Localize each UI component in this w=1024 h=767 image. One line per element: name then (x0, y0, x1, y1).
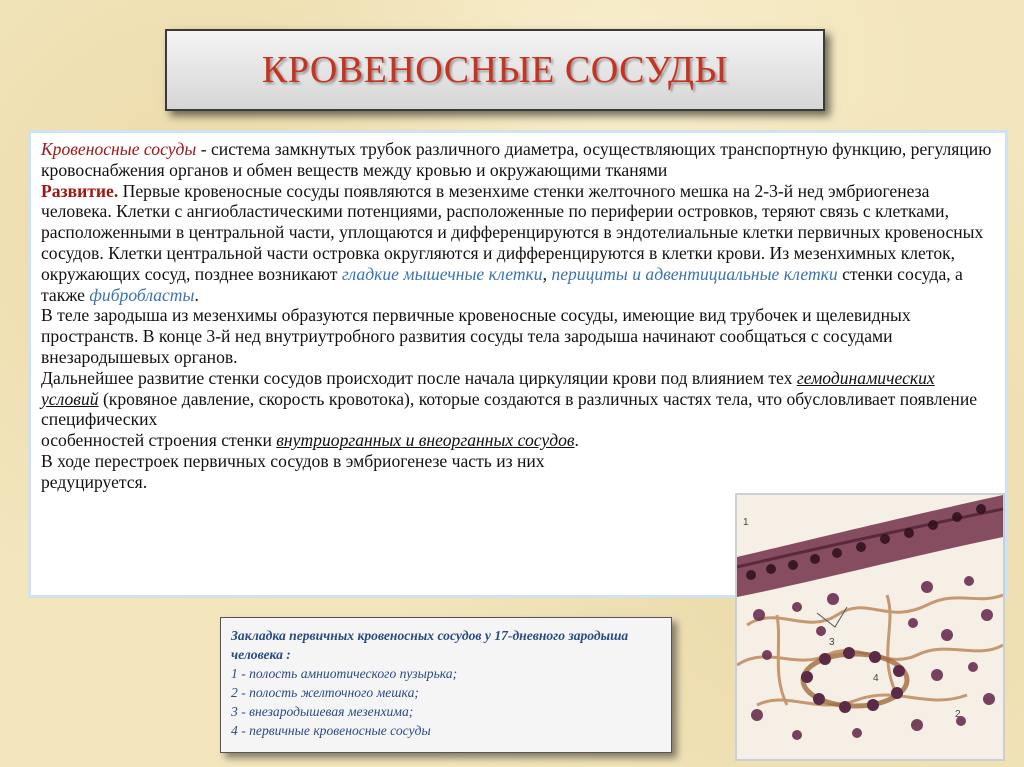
development-paragraph (41, 181, 995, 306)
hemodynamics-text-3: особенностей строения стенки (41, 430, 277, 451)
reduction-line-2: редуцируется. (41, 471, 148, 492)
caption-item: 4 - первичные кровеносные сосуды (231, 723, 431, 738)
development-text-2: стенки сосуда, а также (41, 263, 963, 305)
definition-paragraph (41, 139, 995, 181)
caption-item: 2 - полость желточного мешка; (231, 685, 419, 700)
hemodynamics-text-1: Дальнейшее развитие стенки сосудов происходит после начала циркуляции крови под влиянием тех (41, 367, 797, 388)
reduction-paragraph (41, 451, 995, 493)
development-heading: Развитие. (41, 180, 119, 201)
embryo-vessels-paragraph: В теле зародыша из мезенхимы образуются первичные кровеносные сосуды, имеющие вид трубочек и щелевидных пространств. В конце 3-й нед внутриутробного развития сосуды тела зародыша начинают сообщаться с сосудами внезародышевых органов. (41, 305, 911, 367)
caption-item: 1 - полость амниотического пузырька; (231, 666, 458, 681)
caption-item: 3 - внезародышевая мезенхима; (231, 704, 414, 719)
definition-term: Кровеносные сосуды (41, 139, 197, 159)
micrograph-label-3: 3 (829, 637, 835, 648)
link-fibroblasts[interactable]: фибробласты (89, 284, 195, 305)
slide-title: КРОВЕНОСНЫЕ СОСУДЫ (261, 49, 729, 91)
micrograph-illustration (737, 495, 1003, 759)
figure-caption-box (220, 617, 672, 753)
development-end: . (194, 284, 199, 305)
hemodynamics-text-2: (кровяное давление, скорость кровотока), которые создаются в различных частях тела, что обусловливает появление специфических (41, 388, 978, 430)
link-pericytes[interactable]: перициты и адвентициальные клетки (551, 263, 838, 284)
micrograph-label-1: 1 (743, 517, 749, 528)
hemodynamics-end: . (574, 430, 579, 451)
development-separator: , (542, 263, 552, 284)
development-text-1: Первые кровеносные сосуды появляются в мезенхиме стенки желточного мешка на 2-3-й нед эмбриогенеза человека. Клетки с ангиобластическими потенциями, расположенные по периферии островков, теряют связь с клетками, расположенными в центральной части, уплощаются и дифференцируются в эндотелиальные клетки первичных кровеносных сосудов. Клетки центральной части островка округляются и дифференцируются в клетки крови. Из мезенхимных клеток, окружающих сосуд, позднее возникают (41, 180, 984, 284)
link-hemodynamic-conditions[interactable]: гемодинамических условий (41, 367, 935, 409)
micrograph-label-2: 2 (955, 709, 961, 720)
link-smooth-muscle-cells[interactable]: гладкие мышечные клетки (341, 263, 543, 284)
title-box (165, 29, 825, 111)
hemodynamics-paragraph (41, 368, 995, 451)
link-intra-extra-organ-vessels[interactable]: внутриорганных и внеорганных сосудов (276, 430, 575, 451)
micrograph-label-4: 4 (873, 673, 879, 684)
micrograph-image (735, 493, 1005, 761)
definition-text: - система замкнутых трубок различного диаметра, осуществляющих транспортную функцию, регуляцию кровоснабжения органов и обмен веществ между кровью и окружающими тканями (41, 139, 992, 180)
caption-title: Закладка первичных кровеносных сосудов у 17-дневного зародыша человека : (231, 628, 629, 662)
reduction-line-1: В ходе перестроек первичных сосудов в эмбриогенезе часть из них (41, 450, 545, 471)
